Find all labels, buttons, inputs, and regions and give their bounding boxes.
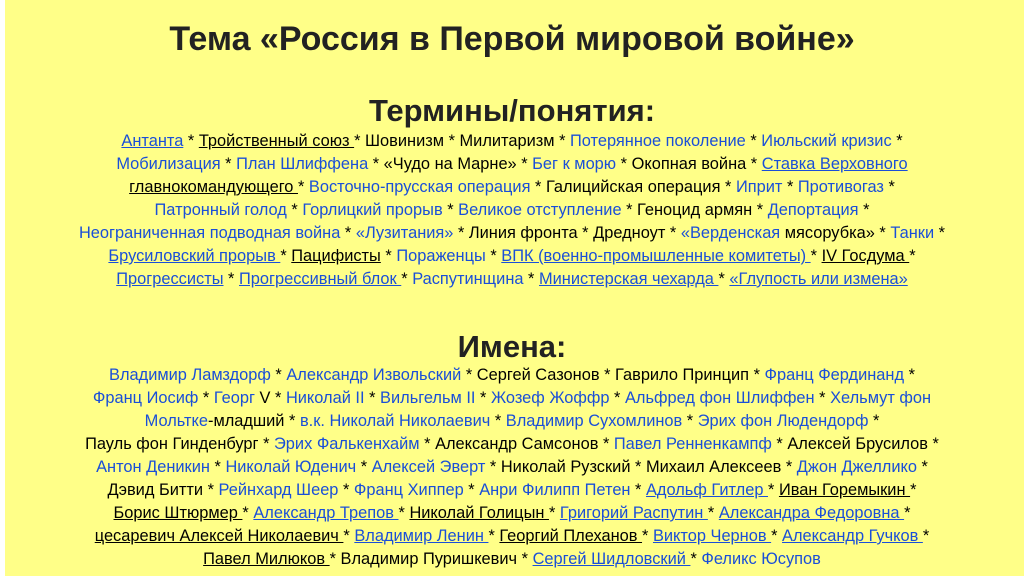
terms-text: * [934, 224, 946, 242]
names-text: * [904, 366, 915, 384]
names-list [0, 364, 1024, 571]
names-text: Николай Голицын [409, 504, 549, 522]
terms-text: Пацифисты [291, 247, 381, 265]
terms-link[interactable]: Мобилизация [116, 155, 221, 173]
terms-text: * [220, 155, 237, 173]
names-text: * Владимир Пуришкевич * [329, 550, 533, 568]
terms-text: * Линия фронта * Дредноут * [453, 224, 681, 242]
names-text: * [364, 389, 381, 407]
names-line [0, 433, 1024, 456]
names-text: Иван Горемыкин [778, 481, 911, 499]
terms-link[interactable]: Прогрессивный блок [239, 270, 402, 288]
names-link[interactable]: Александр Трепов [253, 504, 399, 522]
names-link[interactable]: Альфред фон Шлиффен [625, 389, 815, 407]
terms-text: * [883, 178, 895, 196]
names-line [0, 456, 1024, 479]
names-text: * [490, 412, 506, 430]
names-text: * Николай Рузский * Михаил Алексеев * [485, 458, 797, 476]
terms-link[interactable]: Иприт [735, 178, 783, 196]
terms-link[interactable]: Ставка Верховного [761, 155, 908, 173]
terms-text: * [401, 270, 413, 288]
terms-text: * [183, 132, 199, 150]
names-link[interactable]: в.к. Николай Николаевич [299, 412, 491, 430]
terms-text: * «Чудо на Марне» * [368, 155, 533, 173]
names-heading: Имена: [457, 329, 567, 364]
terms-text: главнокомандующего [129, 178, 298, 196]
names-link[interactable]: Хельмут фон [830, 389, 932, 407]
names-link[interactable]: Николай Юденич [225, 458, 357, 476]
names-line [0, 364, 1024, 387]
names-text: * Алексей Брусилов * [771, 435, 939, 453]
names-link[interactable]: Франц Иосиф [92, 389, 199, 407]
names-line [0, 479, 1024, 502]
names-text: * [209, 458, 226, 476]
terms-text: мясорубка» * [780, 224, 891, 242]
names-line [0, 525, 1024, 548]
terms-text: * [286, 201, 303, 219]
names-link[interactable]: Эрих Фалькенхайм [274, 435, 420, 453]
terms-line [0, 268, 1024, 291]
names-text: * [904, 504, 911, 522]
names-link[interactable]: Анри Филипп Петен [479, 481, 631, 499]
names-text: * [198, 389, 214, 407]
names-link[interactable]: Сергей Шидловский [532, 550, 691, 568]
terms-text: * Шовинизм * Милитаризм * [354, 132, 571, 150]
names-link[interactable]: Владимир Ленин [354, 527, 489, 545]
terms-list [0, 130, 1024, 291]
terms-text: * [891, 132, 903, 150]
names-link[interactable]: Григорий Распутин [559, 504, 708, 522]
names-text: * [609, 389, 625, 407]
names-link[interactable]: Владимир Ламздорф [109, 366, 271, 384]
names-text: * [768, 481, 779, 499]
names-text: * [548, 504, 560, 522]
names-text: * [242, 504, 254, 522]
names-text: * [488, 527, 500, 545]
names-text: Георгий Плеханов [499, 527, 643, 545]
names-link[interactable]: Жозеф Жоффр [490, 389, 610, 407]
names-text: V * [254, 389, 286, 407]
terms-text: * [523, 270, 539, 288]
names-text: * [922, 527, 930, 545]
terms-text: * [280, 247, 292, 265]
names-text: * [475, 389, 491, 407]
names-link[interactable]: Алексей Эверт [371, 458, 486, 476]
terms-link[interactable]: План Шлиффена [236, 155, 369, 173]
names-text: * [771, 527, 783, 545]
terms-link[interactable]: Пораженцы [396, 247, 486, 265]
names-link[interactable]: Александра Федоровна [718, 504, 905, 522]
names-link[interactable]: Георг [213, 389, 255, 407]
terms-text: * [223, 270, 239, 288]
slide-title: Тема «Россия в Первой мировой войне» [169, 20, 855, 58]
names-text: * [356, 458, 372, 476]
terms-text: * [718, 270, 730, 288]
names-text: * [270, 366, 287, 384]
names-link[interactable]: Рейнхард Шеер [218, 481, 339, 499]
names-text: * [690, 550, 702, 568]
names-text: * Сергей Сазонов * Гаврило Принцип * [461, 366, 765, 384]
terms-text: * Окопная война * [616, 155, 762, 173]
names-text: * [814, 389, 831, 407]
names-text: * Александр Самсонов * [419, 435, 614, 453]
names-link[interactable]: Александр Извольский [286, 366, 462, 384]
names-link[interactable]: Антон Деникин [96, 458, 210, 476]
terms-link[interactable]: Распутинщина [412, 270, 524, 288]
terms-link[interactable]: Восточно-прусская операция [308, 178, 531, 196]
terms-link[interactable]: Бег к морю [532, 155, 617, 173]
names-link[interactable]: Виктор Чернов [652, 527, 772, 545]
names-link[interactable]: Павел Ренненкампф [613, 435, 772, 453]
names-text: * [916, 458, 928, 476]
names-text: Борис Штюрмер [113, 504, 243, 522]
names-text: * [707, 504, 719, 522]
names-text: * [868, 412, 880, 430]
terms-link[interactable]: Июльский кризис [761, 132, 892, 150]
terms-text: * [340, 224, 356, 242]
terms-text: Тройственный союз [198, 132, 355, 150]
terms-text: * [485, 247, 502, 265]
terms-link[interactable]: Депортация [767, 201, 859, 219]
names-text: Павел Милюков [203, 550, 330, 568]
names-line [0, 387, 1024, 410]
terms-link[interactable]: Неограниченная подводная война [78, 224, 341, 242]
terms-line [0, 130, 1024, 153]
terms-link[interactable]: «Верденская [680, 224, 781, 242]
names-text: * [910, 481, 917, 499]
terms-link[interactable]: Потерянное поколение [570, 132, 746, 150]
names-text: * [463, 481, 480, 499]
terms-text: * [745, 132, 762, 150]
terms-text: * [782, 178, 798, 196]
names-text: * [398, 504, 410, 522]
names-link[interactable]: Мольтке [144, 412, 209, 430]
names-text: * [343, 527, 355, 545]
terms-text: * [442, 201, 459, 219]
names-text: * [682, 412, 698, 430]
terms-line [0, 222, 1024, 245]
names-link[interactable]: Джон Джеллико [796, 458, 917, 476]
terms-link[interactable]: Великое отступление [458, 201, 622, 219]
terms-section-header [0, 94, 1024, 128]
terms-line [0, 176, 1024, 199]
terms-text: * Геноцид армян * [621, 201, 768, 219]
names-link[interactable]: Адольф Гитлер [645, 481, 768, 499]
names-text: цесаревич Алексей Николаевич [94, 527, 344, 545]
terms-link[interactable]: Антанта [121, 132, 184, 150]
terms-link[interactable]: Танки [890, 224, 935, 242]
terms-text: * [380, 247, 397, 265]
terms-line [0, 199, 1024, 222]
names-text: Дэвид Битти * [107, 481, 219, 499]
terms-link[interactable]: «Лузитания» [355, 224, 454, 242]
terms-text: * Галицийская операция * [530, 178, 736, 196]
terms-link[interactable]: Противогаз [797, 178, 884, 196]
terms-link[interactable]: Патронный голод [154, 201, 287, 219]
names-link[interactable]: Франц Хиппер [353, 481, 464, 499]
names-link[interactable]: Феликс Юсупов [701, 550, 821, 568]
names-section-header [0, 330, 1024, 364]
terms-text: * [810, 247, 822, 265]
terms-link[interactable]: Брусиловский прорыв [108, 247, 281, 265]
terms-link[interactable]: ВПК (военно-промышленные комитеты) [501, 247, 811, 265]
terms-heading: Термины/понятия: [368, 93, 656, 128]
names-link[interactable]: Владимир Сухомлинов [505, 412, 683, 430]
terms-text: IV Госдума [821, 247, 910, 265]
names-text: * [642, 527, 653, 545]
names-link[interactable]: Вильгельм II [380, 389, 476, 407]
terms-line [0, 245, 1024, 268]
names-link[interactable]: Николай II [285, 389, 365, 407]
terms-line [0, 153, 1024, 176]
terms-text: * [297, 178, 309, 196]
terms-text: * [858, 201, 870, 219]
names-text: * [338, 481, 354, 499]
names-line [0, 502, 1024, 525]
names-link[interactable]: Александр Гучков [782, 527, 923, 545]
names-line [0, 410, 1024, 433]
terms-link[interactable]: Министерская чехарда [539, 270, 719, 288]
names-line [0, 548, 1024, 571]
names-link[interactable]: Франц Фердинанд [764, 366, 905, 384]
names-text: -младший * [208, 412, 300, 430]
terms-text: * [909, 247, 916, 265]
names-link[interactable]: Эрих фон Людендорф [697, 412, 869, 430]
terms-link[interactable]: «Глупость или измена» [729, 270, 908, 288]
names-text: * [630, 481, 646, 499]
names-text: Пауль фон Гинденбург * [85, 435, 275, 453]
terms-link[interactable]: Прогрессисты [116, 270, 224, 288]
terms-link[interactable]: Горлицкий прорыв [302, 201, 443, 219]
